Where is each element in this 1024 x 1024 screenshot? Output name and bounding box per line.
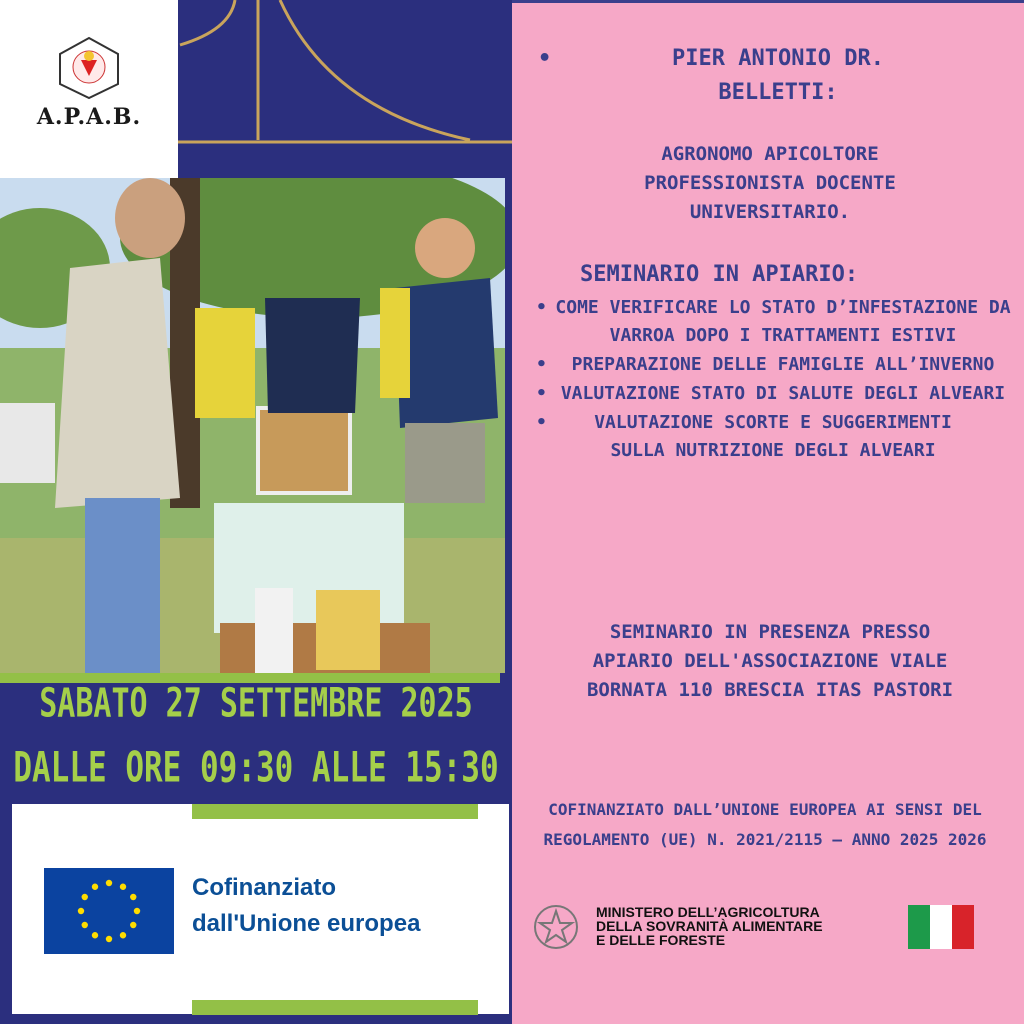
- ministry-line1: MINISTERO DELL’AGRICOLTURA: [596, 904, 820, 920]
- list-item: • VALUTAZIONE STATO DI SALUTE DEGLI ALVEARI: [528, 380, 1018, 408]
- ministry-line3: E DELLE FORESTE: [596, 932, 726, 948]
- speaker-role: AGRONOMO APICOLTORE PROFESSIONISTA DOCENTE UNIVERSITARIO.: [644, 143, 896, 223]
- funding-notice: COFINANZIATO DALL’UNIONE EUROPEA AI SENSI DEL REGOLAMENTO (UE) N. 2021/2115 – ANNO 2025 2026: [543, 800, 987, 849]
- eu-star-icon: [82, 922, 88, 928]
- event-time: DALLE ORE 09:30 ALLE 15:30: [13, 743, 499, 793]
- eu-banner-line2: dall'Unione europea: [192, 910, 421, 937]
- speaker-name-block: [538, 42, 988, 110]
- apab-logo-icon: [52, 34, 126, 100]
- logo-box: [0, 0, 178, 178]
- logo-text: A.P.A.B.: [36, 104, 142, 130]
- list-item: • PREPARAZIONE DELLE FAMIGLIE ALL’INVERNO: [528, 351, 1018, 379]
- bullet-icon: •: [538, 46, 552, 71]
- eu-star-icon: [92, 884, 98, 890]
- ministry-name: [596, 905, 896, 947]
- seminar-title: SEMINARIO IN APIARIO:: [580, 262, 859, 287]
- eu-star-icon: [82, 894, 88, 900]
- seminar-photo: [0, 178, 505, 673]
- italian-republic-emblem-icon: [532, 903, 580, 951]
- eu-star-icon: [120, 932, 126, 938]
- eu-flag-icon: [44, 868, 174, 954]
- speaker-name: PIER ANTONIO DR. BELLETTI:: [672, 46, 884, 105]
- ministry-line2: DELLA SOVRANITÀ ALIMENTARE: [596, 918, 823, 934]
- green-bar-bottom: [192, 1000, 478, 1015]
- eu-star-icon: [106, 936, 112, 942]
- eu-cofunding-banner: [12, 804, 509, 1014]
- seminar-location: SEMINARIO IN PRESENZA PRESSO APIARIO DELL'ASSOCIAZIONE VIALE BORNATA 110 BRESCIA ITAS PASTORI: [586, 621, 954, 701]
- eu-star-icon: [130, 922, 136, 928]
- eu-star-icon: [130, 894, 136, 900]
- green-bar-top: [192, 804, 478, 819]
- list-item: • COME VERIFICARE LO STATO D’INFESTAZIONE DA VARROA DOPO I TRATTAMENTI ESTIVI: [528, 294, 1018, 350]
- eu-banner-line1: Cofinanziato: [192, 874, 336, 901]
- seminar-topics: [528, 294, 1018, 466]
- beekeeping-seminar-photo-icon: [0, 178, 505, 673]
- list-item: • VALUTAZIONE SCORTE E SUGGERIMENTI SULLA NUTRIZIONE DEGLI ALVEARI: [528, 409, 1018, 465]
- eu-star-icon: [78, 908, 84, 914]
- eu-star-icon: [92, 932, 98, 938]
- eu-star-icon: [134, 908, 140, 914]
- eu-star-icon: [106, 880, 112, 886]
- italian-flag-icon: [908, 905, 974, 949]
- event-date: SABATO 27 SETTEMBRE 2025: [39, 679, 473, 728]
- eu-star-icon: [120, 884, 126, 890]
- top-border-line: [512, 0, 1024, 3]
